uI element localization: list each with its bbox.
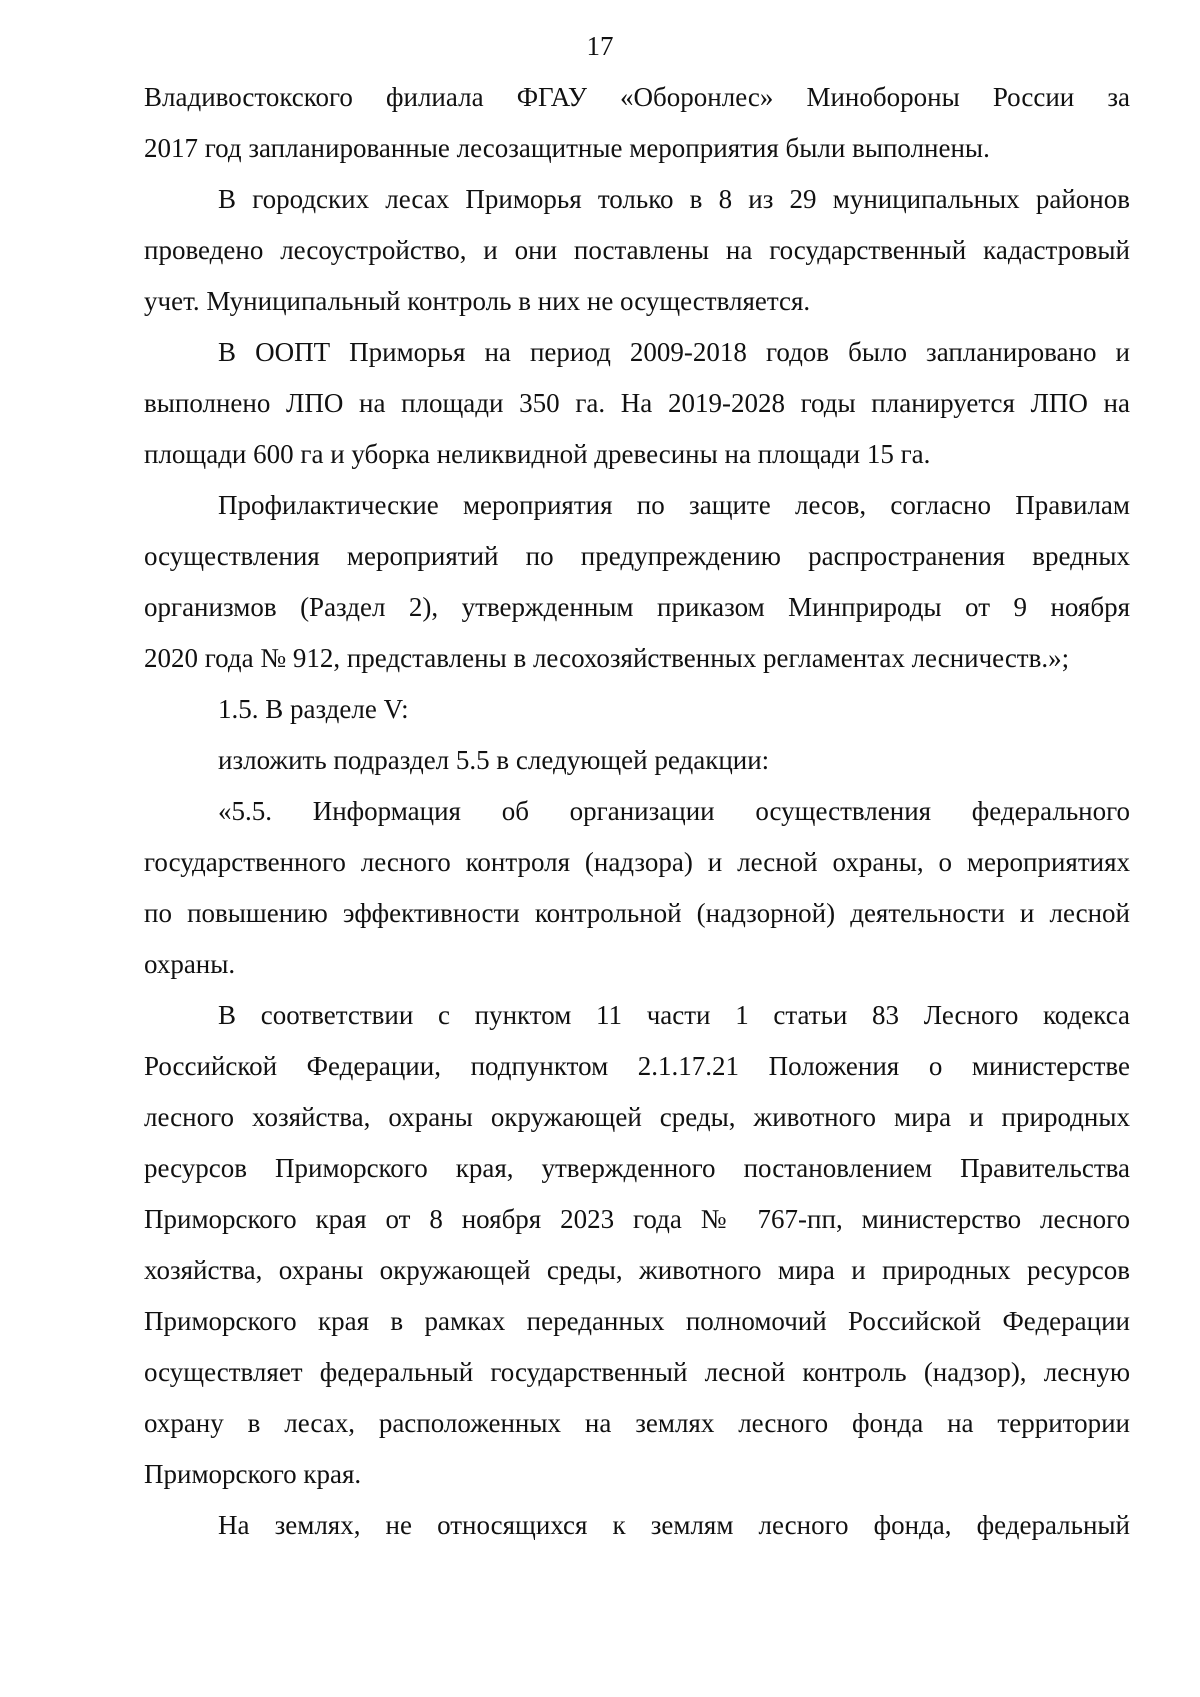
text-line: В городских лесах Приморья только в 8 из 29 муниципальных районов: [218, 184, 1130, 214]
text-line: Приморского края в рамках переданных полномочий Российской Федерации: [144, 1306, 1130, 1336]
text-line: учет. Муниципальный контроль в них не осуществляется.: [144, 286, 811, 316]
text-line: охраны.: [144, 949, 236, 979]
paragraph: [144, 786, 1130, 990]
text-line: площади 600 га и уборка неликвидной древесины на площади 15 га.: [144, 439, 931, 469]
text-line: охрану в лесах, расположенных на землях лесного фонда на территории: [144, 1408, 1130, 1438]
text-line: Приморского края.: [144, 1459, 362, 1489]
text-line: осуществляет федеральный государственный лесной контроль (надзор), лесную: [144, 1357, 1130, 1387]
text-line: В соответствии с пунктом 11 части 1 статьи 83 Лесного кодекса: [218, 1000, 1130, 1030]
text-line: Профилактические мероприятия по защите лесов, согласно Правилам: [218, 490, 1130, 520]
paragraph: [144, 684, 1130, 735]
paragraph: [144, 480, 1130, 684]
text-line: Владивостокского филиала ФГАУ «Оборонлес» Минобороны России за: [144, 82, 1130, 112]
paragraph: [144, 72, 1130, 174]
paragraph: [144, 174, 1130, 327]
text-line: Приморского края от 8 ноября 2023 года № 767-пп, министерство лесного: [144, 1204, 1130, 1234]
text-line: ресурсов Приморского края, утвержденного постановлением Правительства: [144, 1153, 1130, 1183]
text-line: государственного лесного контроля (надзора) и лесной охраны, о мероприятиях: [144, 847, 1130, 877]
text-line: выполнено ЛПО на площади 350 га. На 2019-2028 годы планируется ЛПО на: [144, 388, 1130, 418]
page-number: 17: [586, 31, 614, 61]
text-line: На землях, не относящихся к землям лесного фонда, федеральный: [218, 1510, 1130, 1540]
text-line: «5.5. Информация об организации осуществления федерального: [218, 796, 1130, 826]
text-line: лесного хозяйства, охраны окружающей среды, животного мира и природных: [144, 1102, 1130, 1132]
text-line: проведено лесоустройство, и они поставлены на государственный кадастровый: [144, 235, 1130, 265]
text-line: 2020 года № 912, представлены в лесохозяйственных регламентах лесничеств.»;: [144, 643, 1070, 673]
text-line: Российской Федерации, подпунктом 2.1.17.21 Положения о министерстве: [144, 1051, 1130, 1081]
text-line: 1.5. В разделе V:: [218, 694, 409, 724]
paragraph: [144, 1500, 1130, 1551]
paragraph: [144, 990, 1130, 1500]
text-line: по повышению эффективности контрольной (надзорной) деятельности и лесной: [144, 898, 1130, 928]
text-line: 2017 год запланированные лесозащитные мероприятия были выполнены.: [144, 133, 990, 163]
paragraph: [144, 735, 1130, 786]
text-line: организмов (Раздел 2), утвержденным приказом Минприроды от 9 ноября: [144, 592, 1130, 622]
text-line: осуществления мероприятий по предупреждению распространения вредных: [144, 541, 1130, 571]
document-body: [144, 72, 1130, 1551]
text-line: хозяйства, охраны окружающей среды, животного мира и природных ресурсов: [144, 1255, 1130, 1285]
text-line: изложить подраздел 5.5 в следующей редакции:: [218, 745, 770, 775]
text-line: В ООПТ Приморья на период 2009-2018 годов было запланировано и: [218, 337, 1130, 367]
paragraph: [144, 327, 1130, 480]
